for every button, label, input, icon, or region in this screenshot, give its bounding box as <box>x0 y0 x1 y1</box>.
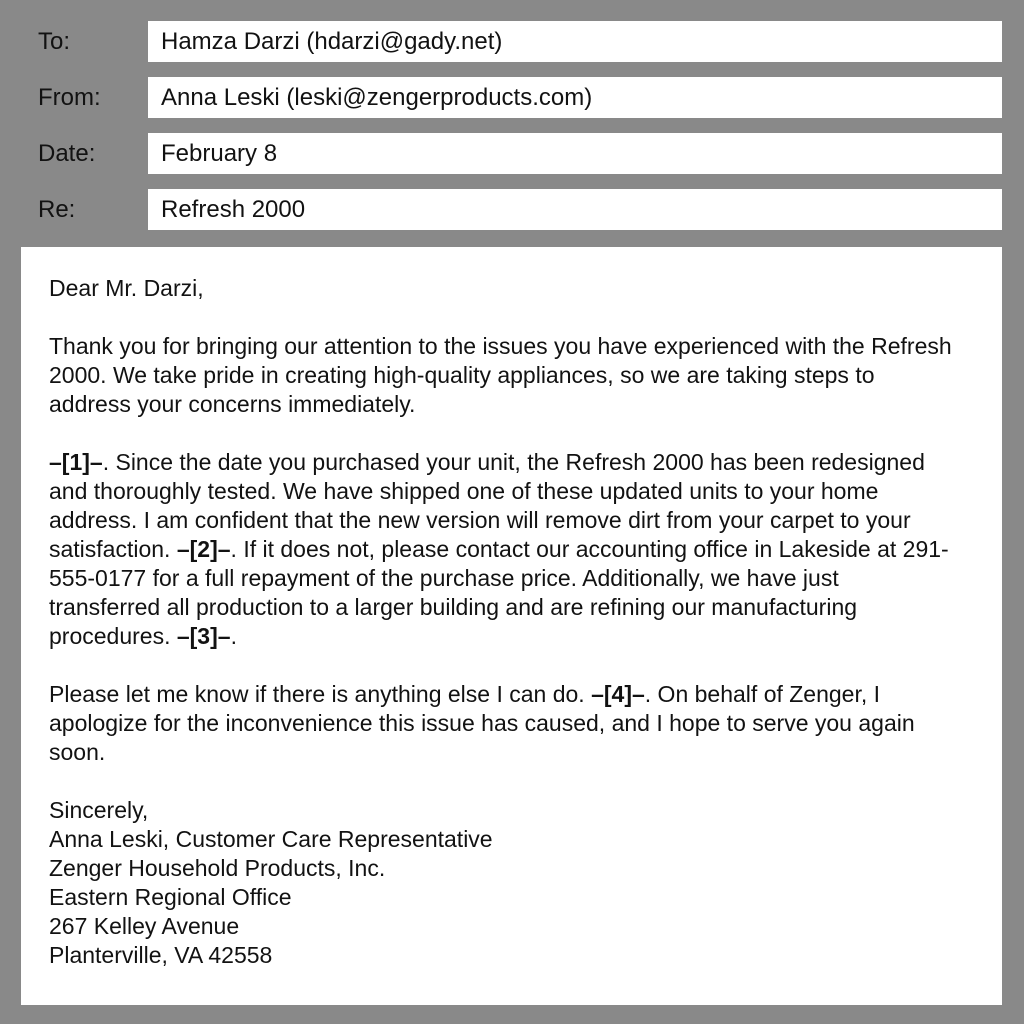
paragraph-text: Thank you for bringing our attention to the issues you have experienced with the Refresh 2000. We take pride in creating high-quality appliances, so we are taking steps to address your concerns immediately. <box>49 333 952 417</box>
insertion-marker: –[1]– <box>49 449 103 475</box>
field-row-to <box>0 21 1024 62</box>
date-field <box>148 133 1002 174</box>
field-row-from <box>0 77 1024 118</box>
from-field <box>148 77 1002 118</box>
signature-closing: Sincerely, <box>49 797 149 823</box>
from-label: From: <box>38 83 101 111</box>
to-field <box>148 21 1002 62</box>
signature-name-title: Anna Leski, Customer Care Representative <box>49 826 493 852</box>
greeting: Dear Mr. Darzi, <box>49 275 204 301</box>
insertion-marker: –[2]– <box>176 536 231 562</box>
to-label: To: <box>38 27 71 55</box>
paragraph-text: . <box>230 623 237 649</box>
re-field <box>148 189 1002 230</box>
paragraph-text: . Since the date you purchased your unit, the Refresh 2000 has been redesigned and thoroughly tested. We have shipped one of these updated units to your home address. I am confident that the new version will remove dirt from your carpet to your satisfaction. <box>49 449 925 562</box>
from-value: Anna Leski (leski@zengerproducts.com) <box>161 83 593 111</box>
signature-city: Planterville, VA 42558 <box>49 942 273 968</box>
field-row-date <box>0 133 1024 174</box>
paragraph-text: Please let me know if there is anything else I can do. <box>49 681 592 707</box>
email-body <box>21 247 1002 1005</box>
signature-block <box>49 796 956 970</box>
date-value: February 8 <box>161 139 278 167</box>
paragraph-text: . If it does not, please contact our accounting office in Lakeside at 291-555-0177 for a full repayment of the purchase price. Additionally, we have just transferred all production to a larger building and are refining our manufacturing procedures. <box>49 536 949 649</box>
signature-office: Eastern Regional Office <box>49 884 292 910</box>
date-label: Date: <box>38 139 96 167</box>
signature-company: Zenger Household Products, Inc. <box>49 855 386 881</box>
field-row-re <box>0 189 1024 230</box>
signature-street: 267 Kelley Avenue <box>49 913 240 939</box>
email-header <box>0 21 1024 245</box>
paragraph-2 <box>49 448 956 651</box>
to-value: Hamza Darzi (hdarzi@gady.net) <box>161 27 503 55</box>
insertion-marker: –[4]– <box>591 681 645 707</box>
re-label: Re: <box>38 195 76 223</box>
paragraph-3 <box>49 680 956 767</box>
re-value: Refresh 2000 <box>161 195 306 223</box>
paragraph-1 <box>49 332 956 419</box>
paragraph-text: . On behalf of Zenger, I apologize for the inconvenience this issue has caused, and I hope to serve you again soon. <box>49 681 915 765</box>
insertion-marker: –[3]– <box>176 623 231 649</box>
